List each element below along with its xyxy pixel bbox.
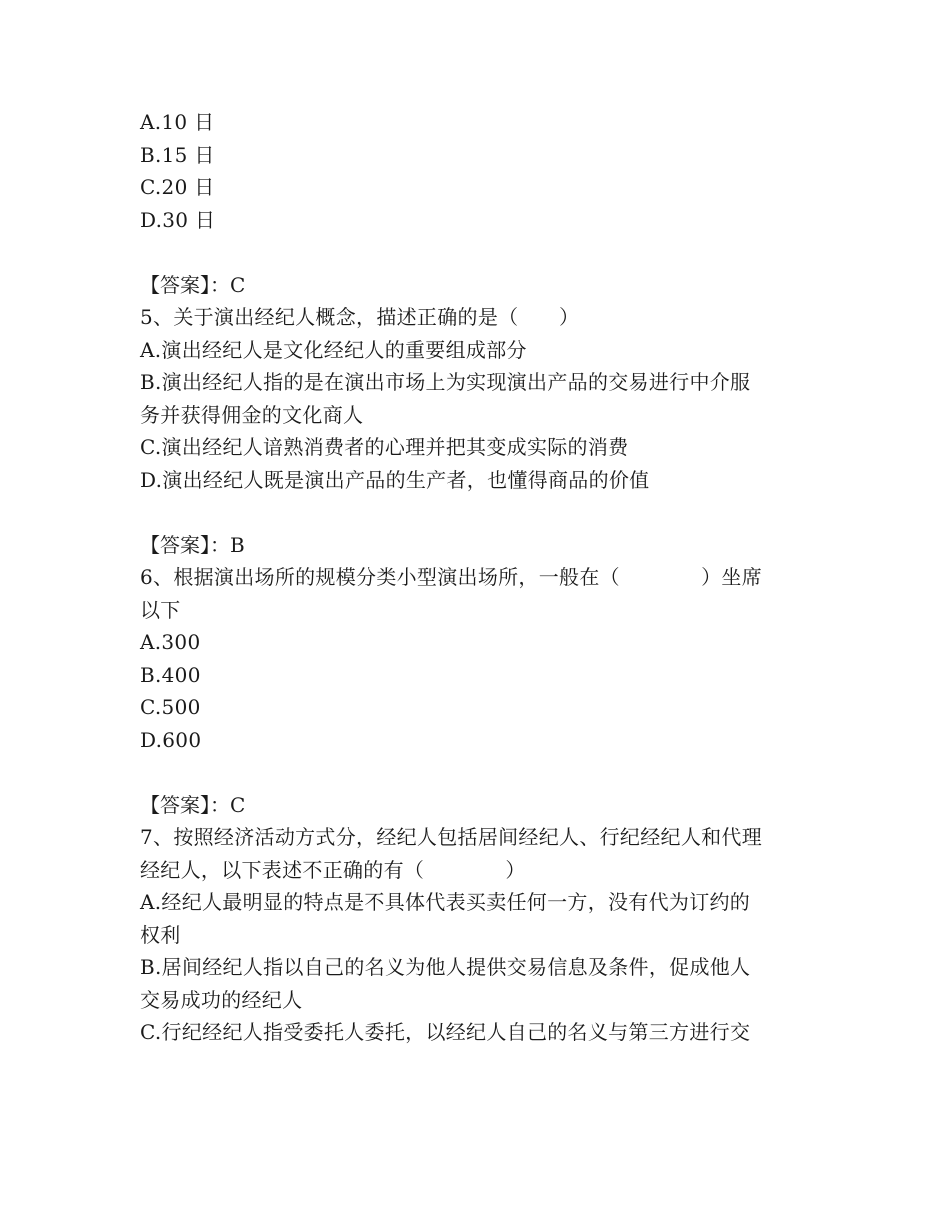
question-stem-continued: 以下 [140, 597, 181, 622]
option-b-continued: 务并获得佣金的文化商人 [140, 402, 364, 427]
answer-q6: 【答案】：C [140, 792, 246, 817]
question-stem: 5、关于演出经纪人概念，描述正确的是（ ） [140, 305, 580, 329]
option-c: C.行纪经纪人指受委托人委托，以经纪人自己的名义与第三方进行交 [140, 1020, 751, 1044]
option-a: A.经纪人最明显的特点是不具体代表买卖任何一方，没有代为订约的 [140, 890, 751, 914]
option-a: A.10 日 [140, 110, 215, 134]
document-page [140, 106, 810, 1049]
option-c: C.20 日 [140, 175, 215, 199]
option-b: B.演出经纪人指的是在演出市场上为实现演出产品的交易进行中介服 [140, 370, 751, 394]
option-c: C.演出经纪人谙熟消费者的心理并把其变成实际的消费 [140, 435, 629, 459]
option-b: B.400 [140, 662, 201, 687]
spacer [140, 236, 810, 269]
option-d: D.演出经纪人既是演出产品的生产者，也懂得商品的价值 [140, 467, 650, 492]
option-c: C.500 [140, 695, 201, 719]
question-5 [140, 301, 810, 496]
option-b: B.居间经纪人指以自己的名义为他人提供交易信息及条件，促成他人 [140, 955, 751, 979]
question-stem-continued: 经纪人，以下表述不正确的有（ ） [140, 857, 526, 882]
spacer [140, 496, 810, 529]
question-6 [140, 561, 810, 756]
option-d: D.600 [140, 727, 202, 752]
question-7 [140, 821, 810, 1049]
question-stem: 6、根据演出场所的规模分类小型演出场所，一般在（ ）坐席 [140, 565, 763, 589]
answer-q4: 【答案】：C [140, 272, 246, 297]
option-d: D.30 日 [140, 207, 216, 232]
question-stem: 7、按照经济活动方式分，经纪人包括居间经纪人、行纪经纪人和代理 [140, 825, 763, 849]
option-b-continued: 交易成功的经纪人 [140, 987, 303, 1012]
option-a: A.300 [140, 630, 201, 654]
spacer [140, 756, 810, 789]
option-b: B.15 日 [140, 142, 215, 167]
question-4-options [140, 106, 810, 236]
option-a-continued: 权利 [140, 922, 181, 947]
answer-q5: 【答案】：B [140, 532, 245, 557]
option-a: A.演出经纪人是文化经纪人的重要组成部分 [140, 337, 527, 362]
